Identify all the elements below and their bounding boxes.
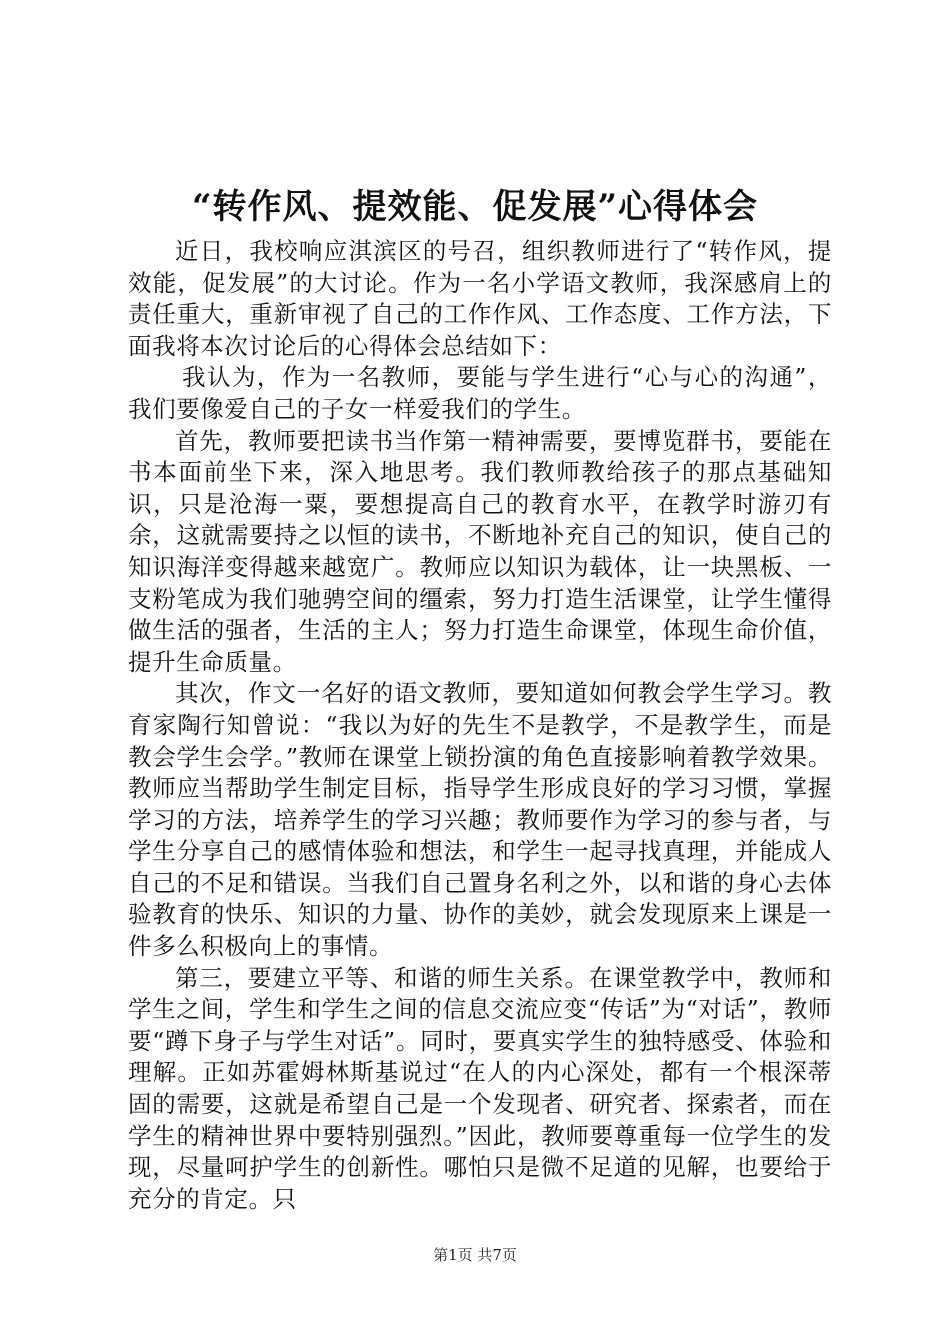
paragraph-third-point: 第三，要建立平等、和谐的师生关系。在课堂教学中，教师和学生之间，学生和学生之间的信息交流应变“传话”为“对话”，教师要“蹲下身子与学生对话”。同时，要真实学生的独特感受、体验和理解。正如苏霍姆林斯基说过“在人的内心深处，都有一个根深蒂固的需要，这就是希望自己是一个发现者、研究者、探索者，而在学生的精神世界中要特别强烈。”因此，教师要尊重每一位学生的发现，尽量呵护学生的创新性。哪怕只是微不足道的见解，也要给于充分的肯定。只	[128, 963, 832, 1213]
document-title: “转作风、提效能、促发展”心得体会	[191, 187, 759, 227]
paragraph-intro: 近日，我校响应淇滨区的号召，组织教师进行了“转作风，提效能，促发展”的大讨论。作为一名小学语文教师，我深感肩上的责任重大，重新审视了自己的工作作风、工作态度、工作方法，下面我将本次讨论后的心得体会总结如下：	[128, 237, 832, 360]
document-body	[128, 236, 832, 1215]
paragraph-opinion: 我认为，作为一名教师，要能与学生进行“心与心的沟通”，我们要像爱自己的子女一样爱我们的学生。	[128, 363, 832, 423]
page-number: 第1页 共7页	[433, 1246, 517, 1264]
paragraph-second-point: 其次，作文一名好的语文教师，要知道如何教会学生学习。教育家陶行知曾说：“我以为好的先生不是教学，不是教学生，而是教会学生会学。”教师在课堂上锁扮演的角色直接影响着教学效果。教师应当帮助学生制定目标，指导学生形成良好的学习习惯，掌握学习的方法，培养学生的学习兴趣；教师要作为学习的参与者，与学生分享自己的感情体验和想法，和学生一起寻找真理，并能成人自己的不足和错误。当我们自己置身名利之外，以和谐的身心去体验教育的快乐、知识的力量、协作的美妙，就会发现原来上课是一件多么积极向上的事情。	[128, 679, 832, 961]
paragraph-first-point: 首先，教师要把读书当作第一精神需要，要博览群书，要能在书本面前坐下来，深入地思考。我们教师教给孩子的那点基础知识，只是沧海一粟，要想提高自己的教育水平，在教学时游刃有余，这就需要持之以恒的读书，不断地补充自己的知识，使自己的知识海洋变得越来越宽广。教师应以知识为载体，让一块黑板、一支粉笔成为我们驰骋空间的缰索，努力打造生活课堂，让学生懂得做生活的强者，生活的主人；努力打造生命课堂，体现生命价值，提升生命质量。	[128, 426, 832, 676]
